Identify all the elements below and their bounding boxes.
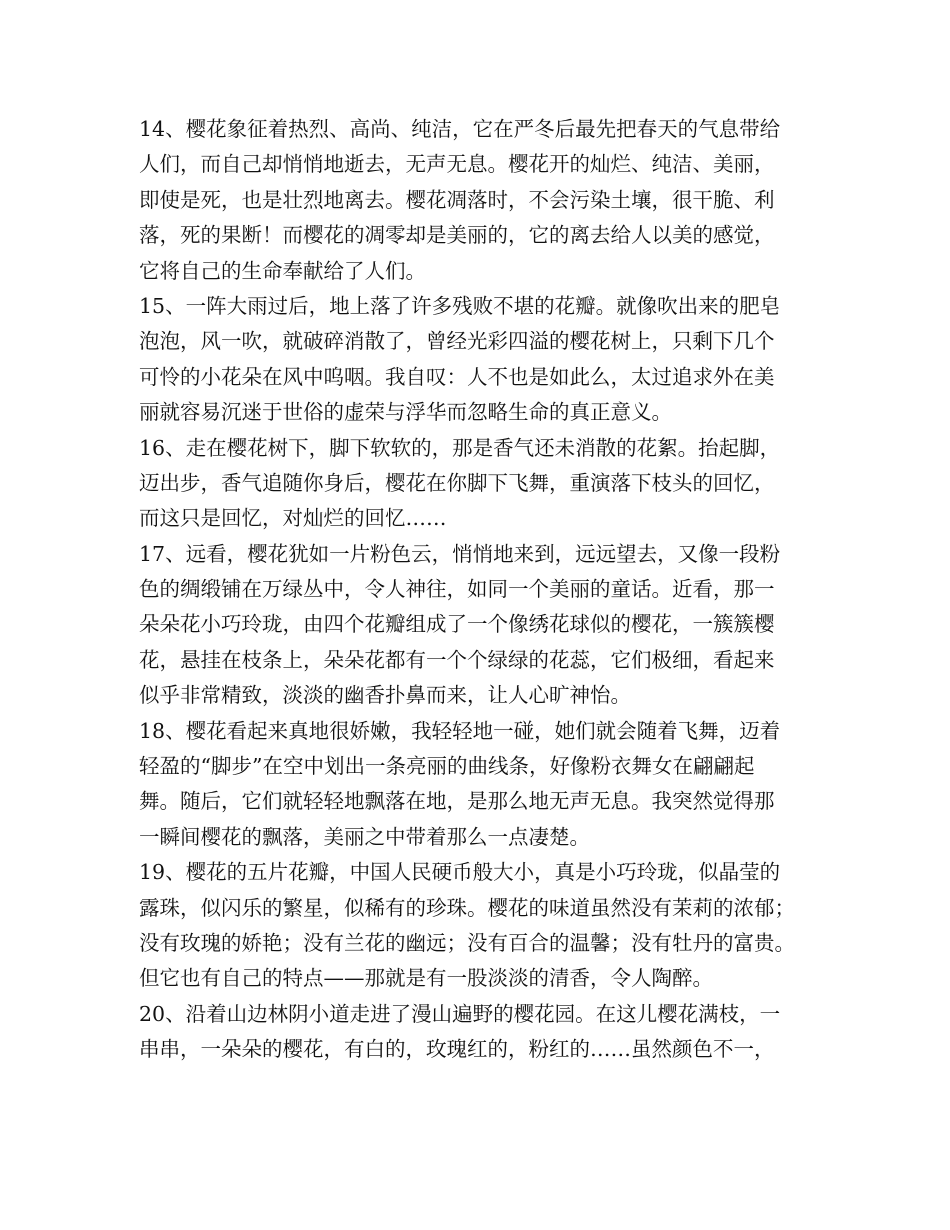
paragraph-16 bbox=[139, 431, 829, 537]
text-line: 轻盈的“脚步”在空中划出一条亮丽的曲线条，好像粉衣舞女在翩翩起 bbox=[139, 754, 755, 779]
text-line: 17、远看，樱花犹如一片粉色云，悄悄地来到，远远望去，又像一段粉 bbox=[139, 541, 781, 566]
text-line: 可怜的小花朵在风中呜咽。我自叹：人不也是如此么，太过追求外在美 bbox=[139, 364, 775, 389]
text-line: 丽就容易沉迷于世俗的虚荣与浮华而忽略生命的真正意义。 bbox=[139, 400, 672, 425]
text-line: 而这只是回忆，对灿烂的回忆…… bbox=[139, 506, 447, 531]
text-line: 色的绸缎铺在万绿丛中，令人神往，如同一个美丽的童话。近看，那一 bbox=[139, 577, 775, 602]
text-line: 露珠，似闪乐的繁星，似稀有的珍珠。樱花的味道虽然没有茉莉的浓郁； bbox=[139, 895, 795, 920]
text-line: 落，死的果断！而樱花的凋零却是美丽的，它的离去给人以美的感觉， bbox=[139, 223, 775, 248]
text-line: 人们，而自己却悄悄地逝去，无声无息。樱花开的灿烂、纯洁、美丽， bbox=[139, 152, 775, 177]
text-line: 朵朵花小巧玲珑，由四个花瓣组成了一个像绣花球似的樱花，一簇簇樱 bbox=[139, 612, 775, 637]
text-line: 19、樱花的五片花瓣，中国人民硬币般大小，真是小巧玲珑，似晶莹的 bbox=[139, 860, 781, 885]
text-line: 串串，一朵朵的樱花，有白的，玫瑰红的，粉红的……虽然颜色不一， bbox=[139, 1037, 775, 1062]
text-line: 似乎非常精致，淡淡的幽香扑鼻而来，让人心旷神怡。 bbox=[139, 683, 631, 708]
text-line: 但它也有自己的特点——那就是有一股淡淡的清香，令人陶醉。 bbox=[139, 966, 713, 991]
paragraph-17 bbox=[139, 537, 829, 714]
text-line: 18、樱花看起来真地很娇嫩，我轻轻地一碰，她们就会随着飞舞，迈着 bbox=[139, 718, 781, 743]
text-line: 15、一阵大雨过后，地上落了许多残败不堪的花瓣。就像吹出来的肥皂 bbox=[139, 293, 781, 318]
document-body bbox=[139, 112, 829, 1068]
paragraph-19 bbox=[139, 855, 829, 997]
paragraph-18 bbox=[139, 714, 829, 856]
text-line: 即使是死，也是壮烈地离去。樱花凋落时，不会污染土壤，很干脆、利 bbox=[139, 187, 775, 212]
text-line: 它将自己的生命奉献给了人们。 bbox=[139, 258, 426, 283]
text-line: 花，悬挂在枝条上，朵朵花都有一个个绿绿的花蕊，它们极细，看起来 bbox=[139, 647, 775, 672]
paragraph-14 bbox=[139, 112, 829, 289]
paragraph-20 bbox=[139, 997, 829, 1068]
text-line: 20、沿着山边林阴小道走进了漫山遍野的樱花园。在这儿樱花满枝，一 bbox=[139, 1001, 781, 1026]
text-line: 16、走在樱花树下，脚下软软的，那是香气还未消散的花絮。抬起脚， bbox=[139, 435, 781, 460]
text-line: 一瞬间樱花的飘落，美丽之中带着那么一点凄楚。 bbox=[139, 824, 590, 849]
text-line: 泡泡，风一吹，就破碎消散了，曾经光彩四溢的樱花树上，只剩下几个 bbox=[139, 329, 775, 354]
text-line: 14、樱花象征着热烈、高尚、纯洁，它在严冬后最先把春天的气息带给 bbox=[139, 117, 781, 141]
text-line: 舞。随后，它们就轻轻地飘落在地，是那么地无声无息。我突然觉得那 bbox=[139, 789, 775, 814]
text-line: 没有玫瑰的娇艳；没有兰花的幽远；没有百合的温馨；没有牡丹的富贵。 bbox=[139, 930, 795, 955]
paragraph-15 bbox=[139, 289, 829, 431]
text-line: 迈出步，香气追随你身后，樱花在你脚下飞舞，重演落下枝头的回忆， bbox=[139, 470, 775, 495]
